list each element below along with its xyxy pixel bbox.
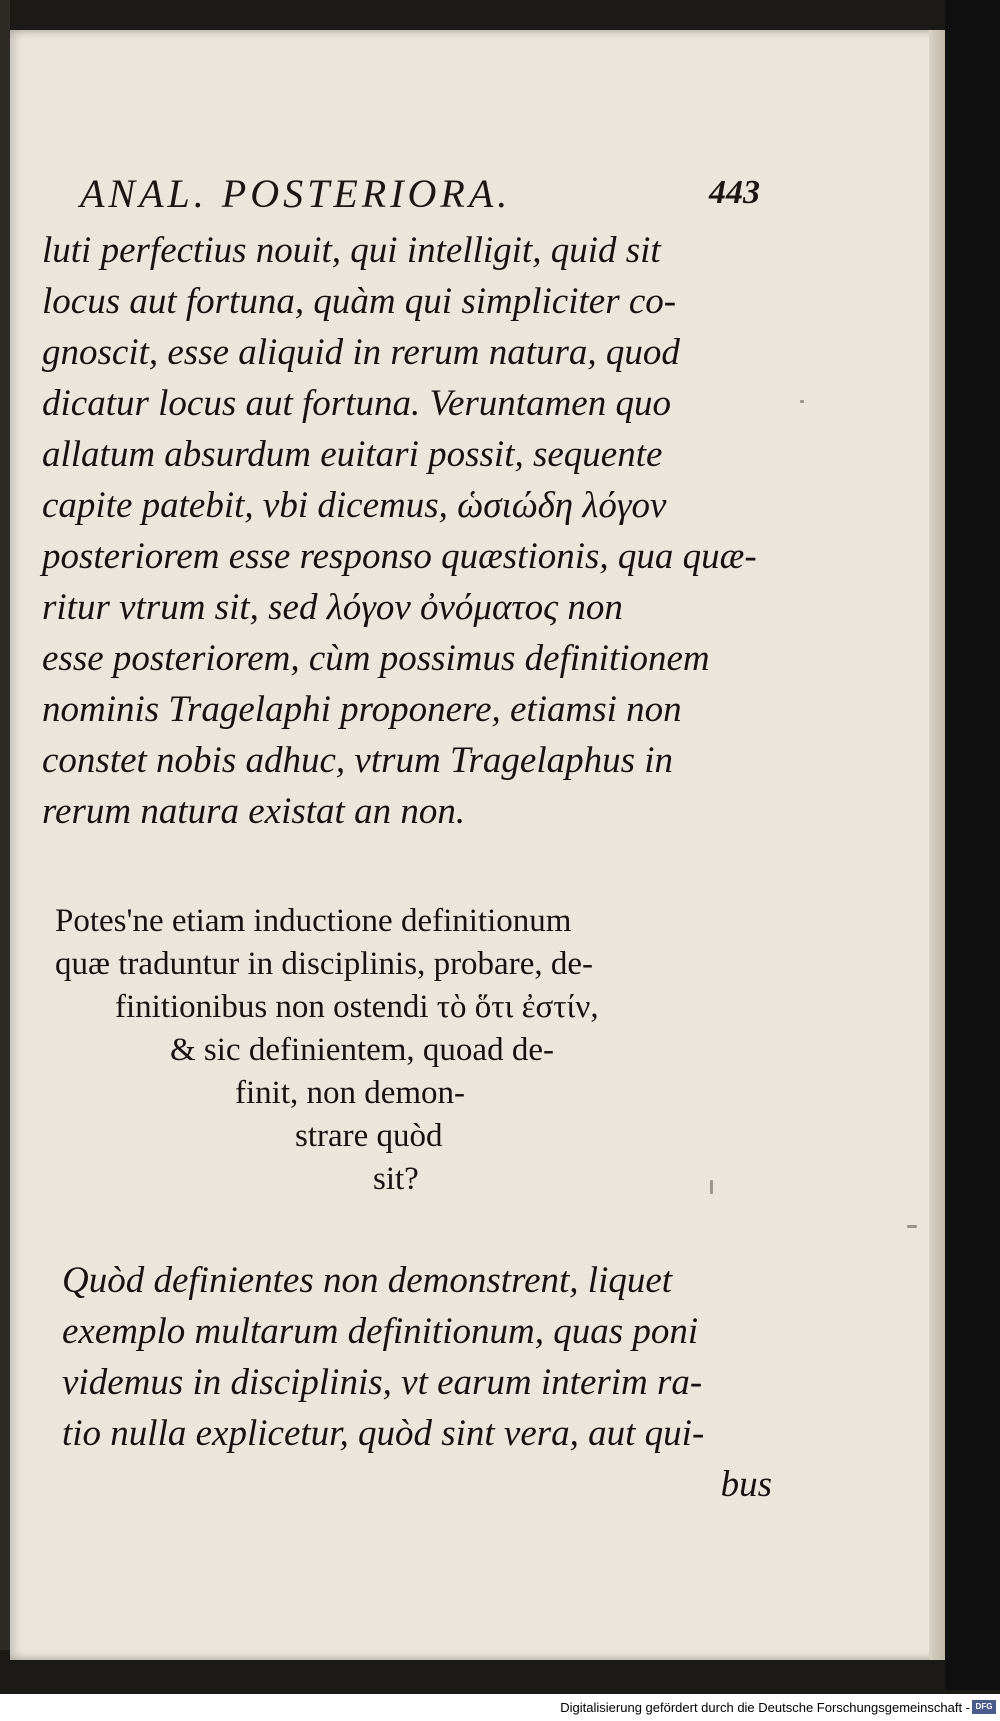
scanner-edge	[945, 0, 1000, 1690]
text-line: ritur vtrum sit, sed λόγον ὀνόματος non	[42, 587, 623, 628]
question-line: finit, non demon-	[235, 1075, 466, 1111]
paragraph-1	[42, 225, 757, 837]
question-line: finitionibus non ostendi τὸ ὅτι ἐστίν,	[115, 989, 599, 1025]
text-line: locus aut fortuna, quàm qui simpliciter co-	[42, 281, 677, 322]
text-line: rerum natura existat an non.	[42, 791, 466, 832]
paper-speck	[800, 400, 804, 403]
question-line: quæ traduntur in disciplinis, probare, de-	[55, 946, 593, 982]
text-line: esse posteriorem, cùm possimus definitionem	[42, 638, 710, 679]
text-line: tio nulla explicetur, quòd sint vera, aut qui-	[62, 1413, 705, 1454]
running-head: ANAL. POSTERIORA.	[80, 171, 512, 216]
dfg-logo: DFG	[972, 1700, 996, 1714]
paper-speck	[710, 1180, 713, 1194]
funding-notice: Digitalisierung gefördert durch die Deutsche Forschungsgemeinschaft -	[560, 1700, 970, 1715]
text-line: posteriorem esse responso quæstionis, qua quæ-	[42, 536, 757, 577]
text-line: constet nobis adhuc, vtrum Tragelaphus in	[42, 740, 674, 781]
paper-speck	[907, 1225, 917, 1228]
text-line: luti perfectius nouit, qui intelligit, quid sit	[42, 230, 661, 271]
text-line: exemplo multarum definitionum, quas poni	[62, 1311, 699, 1352]
question-line: sit?	[373, 1161, 419, 1197]
text-line: capite patebit, vbi dicemus, ὡσιώδη λόγον	[42, 485, 667, 526]
question-line: Potes'ne etiam inductione definitionum	[55, 903, 572, 939]
binding-shadow	[0, 0, 10, 1650]
text-line: allatum absurdum euitari possit, sequente	[42, 434, 663, 475]
text-line: gnoscit, esse aliquid in rerum natura, quod	[42, 332, 680, 373]
book-page	[10, 30, 945, 1660]
question-heading	[55, 900, 755, 1201]
page-number: 443	[709, 174, 760, 211]
text-line: Quòd definientes non demonstrent, liquet	[62, 1260, 673, 1301]
question-line: & sic definientem, quoad de-	[170, 1032, 554, 1068]
paragraph-2	[62, 1255, 772, 1510]
page-edge	[929, 30, 945, 1660]
page-header	[80, 170, 760, 226]
catchword: bus	[720, 1464, 772, 1505]
text-line: videmus in disciplinis, vt earum interim ra-	[62, 1362, 703, 1403]
text-line: dicatur locus aut fortuna. Veruntamen quo	[42, 383, 671, 424]
text-line: nominis Tragelaphi proponere, etiamsi non	[42, 689, 682, 730]
question-line: strare quòd	[295, 1118, 443, 1154]
digitization-footer	[0, 1694, 1000, 1721]
